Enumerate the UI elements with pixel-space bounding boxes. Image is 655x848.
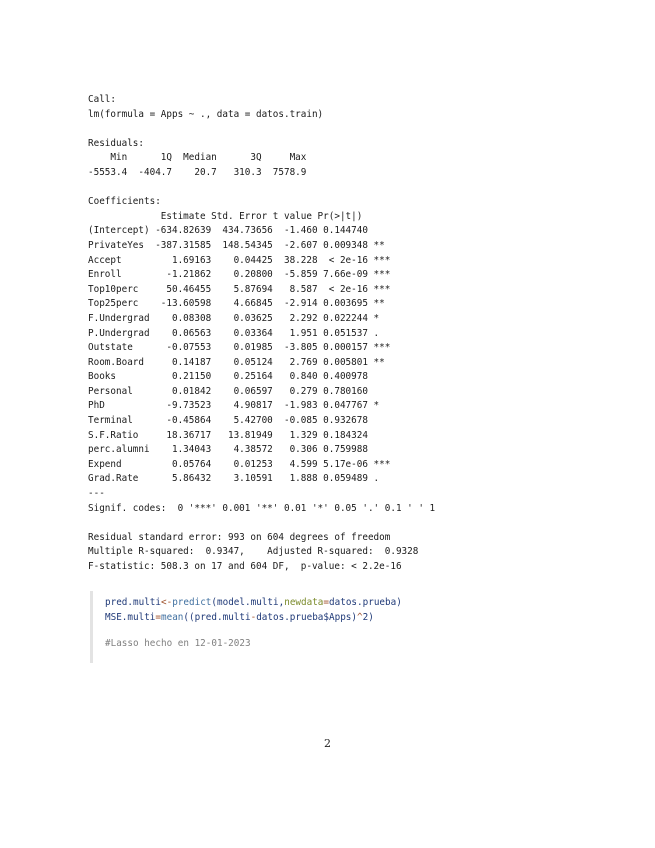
output-line: Top10perc 50.46455 5.87694 8.587 < 2e-16 *** bbox=[88, 283, 391, 295]
output-line: Residuals: bbox=[88, 137, 145, 149]
output-line: Coefficients: bbox=[88, 196, 161, 208]
output-line: Top25perc -13.60598 4.66845 -2.914 0.003695 ** bbox=[88, 298, 385, 310]
code-token: predict bbox=[172, 597, 212, 608]
code-token: <- bbox=[161, 597, 173, 608]
code-token: 2) bbox=[362, 612, 374, 623]
output-line: PrivateYes -387.31585 148.54345 -2.607 0.009348 ** bbox=[88, 239, 385, 251]
output-line bbox=[88, 516, 435, 531]
code-token: mean bbox=[161, 612, 184, 623]
code-line-mse bbox=[105, 610, 482, 625]
r-console-output bbox=[88, 93, 435, 575]
code-token: = bbox=[323, 597, 330, 608]
output-line: Room.Board 0.14187 0.05124 2.769 0.005801 ** bbox=[88, 356, 385, 368]
output-line: Estimate Std. Error t value Pr(>|t|) bbox=[88, 210, 363, 222]
output-line: F.Undergrad 0.08308 0.03625 2.292 0.022244 * bbox=[88, 312, 380, 324]
code-comment: #Lasso hecho en 12-01-2023 bbox=[105, 638, 251, 649]
code-token: MSE.multi bbox=[105, 612, 156, 623]
output-line: Residual standard error: 993 on 604 degrees of freedom bbox=[88, 531, 391, 543]
code-token: = bbox=[155, 612, 162, 623]
output-line: Books 0.21150 0.25164 0.840 0.400978 bbox=[88, 371, 368, 383]
output-line bbox=[88, 122, 435, 137]
output-line: --- bbox=[88, 488, 105, 500]
output-line: F-statistic: 508.3 on 17 and 604 DF, p-value: < 2.2e-16 bbox=[88, 561, 402, 572]
code-token: pred.multi bbox=[105, 597, 162, 608]
output-line: Signif. codes: 0 '***' 0.001 '**' 0.01 '*' 0.05 '.' 0.1 ' ' 1 bbox=[88, 502, 436, 514]
output-line: Personal 0.01842 0.06597 0.279 0.780160 bbox=[88, 385, 368, 397]
output-line: Accept 1.69163 0.04425 38.228 < 2e-16 *** bbox=[88, 254, 391, 266]
code-token: ((pred.multi bbox=[183, 612, 251, 623]
output-line: Enroll -1.21862 0.20800 -5.859 7.66e-09 *** bbox=[88, 269, 391, 281]
output-line: Multiple R-squared: 0.9347, Adjusted R-squared: 0.9328 bbox=[88, 546, 419, 558]
output-line: Grad.Rate 5.86432 3.10591 1.888 0.059489 . bbox=[88, 473, 380, 485]
page-number: 2 bbox=[324, 737, 331, 750]
code-chunk bbox=[90, 591, 510, 663]
output-line: S.F.Ratio 18.36717 13.81949 1.329 0.184324 bbox=[88, 429, 368, 441]
code-token: ^ bbox=[357, 612, 363, 623]
output-line: PhD -9.73523 4.90817 -1.983 0.047767 * bbox=[88, 400, 380, 412]
code-token: (model.multi, bbox=[211, 597, 285, 608]
output-line: Outstate -0.07553 0.01985 -3.805 0.000157 *** bbox=[88, 342, 391, 354]
output-line: (Intercept) -634.82639 434.73656 -1.460 0.144740 bbox=[88, 225, 368, 237]
code-token: datos.prueba) bbox=[329, 597, 402, 608]
output-line: Min 1Q Median 3Q Max bbox=[88, 152, 307, 164]
code-token: newdata bbox=[284, 597, 324, 608]
code-token: - bbox=[250, 612, 257, 623]
output-line: Terminal -0.45864 5.42700 -0.085 0.932678 bbox=[88, 415, 368, 427]
output-line bbox=[88, 181, 435, 196]
output-line: P.Undergrad 0.06563 0.03364 1.951 0.051537 . bbox=[88, 327, 380, 339]
output-line: Expend 0.05764 0.01253 4.599 5.17e-06 *** bbox=[88, 458, 391, 470]
output-line: -5553.4 -404.7 20.7 310.3 7578.9 bbox=[88, 166, 307, 178]
output-line: Call: bbox=[88, 94, 117, 105]
output-line: lm(formula = Apps ~ ., data = datos.train) bbox=[88, 108, 324, 120]
output-line: perc.alumni 1.34043 4.38572 0.306 0.759988 bbox=[88, 444, 368, 456]
code-token: datos.prueba$Apps) bbox=[256, 612, 358, 623]
code-line-predict bbox=[105, 595, 482, 610]
